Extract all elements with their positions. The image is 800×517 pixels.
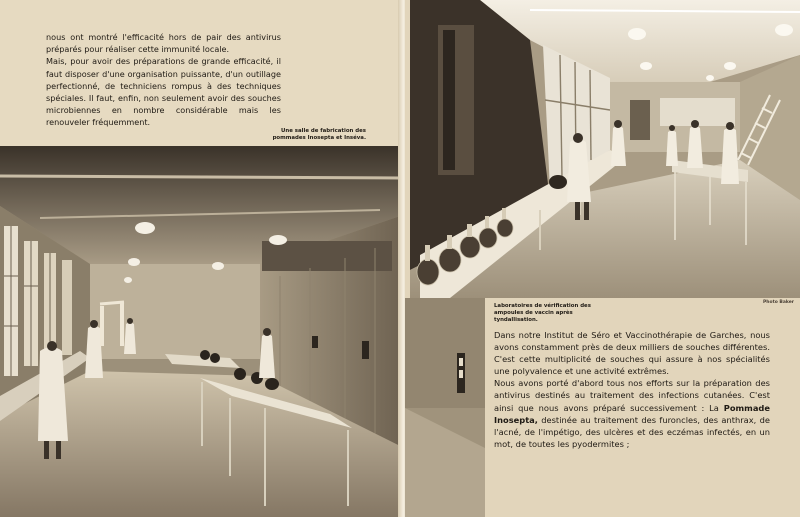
left-paragraph-2: Mais, pour avoir des préparations de grande efficacité, il faut disposer d'une organisation puissante, d'un outillage perfectionné, de techniciens rompus à des techniques spéciales. Il faut, enfin, non seulement avoir des souches microbiennes en nombre considérable mais les renouveler fréquemment.	[46, 56, 281, 128]
right-paragraph-2	[494, 377, 770, 450]
right-page	[405, 0, 800, 517]
left-photo-caption: Une salle de fabrication des pommades Inosepta et Inséva.	[272, 128, 366, 141]
right-paragraph-2-start: Nous avons porté d'abord tous nos efforts sur la préparation des antivirus destinés au traitement des infections cutanées. C'est ainsi que nous avons préparé successivement : La	[494, 378, 770, 413]
left-paragraph-1: nous ont montré l'efficacité hors de pair des antivirus préparés pour réaliser cette immunité locale.	[46, 32, 281, 55]
product-name-inosepta: Pommade Inosepta,	[494, 402, 770, 425]
right-paragraph-1: Dans notre Institut de Séro et Vaccinothérapie de Garches, nous avons constamment près de deux milliers de souches différentes. C'est cette multiplicité de souches qui assure à nos spécialités une polyvalence et une activité extrêmes.	[494, 330, 770, 377]
photo-credit: Photo Baker	[763, 300, 795, 305]
right-page-photo-edge	[405, 298, 485, 517]
left-text-block	[46, 31, 281, 129]
right-text-block	[494, 329, 770, 450]
right-photo-caption: Laboratoires de vérification des ampoules de vaccin après tyndallisation.	[494, 303, 591, 323]
right-paragraph-2-end: destinée au traitement des furoncles, des anthrax, de l'acné, de l'impétigo, des ulcères et des eczémas infectés, en un mot, de toutes les pyodermites ;	[494, 414, 770, 449]
verification-lab-photo	[410, 0, 800, 298]
manufacturing-room-photo	[0, 146, 400, 517]
